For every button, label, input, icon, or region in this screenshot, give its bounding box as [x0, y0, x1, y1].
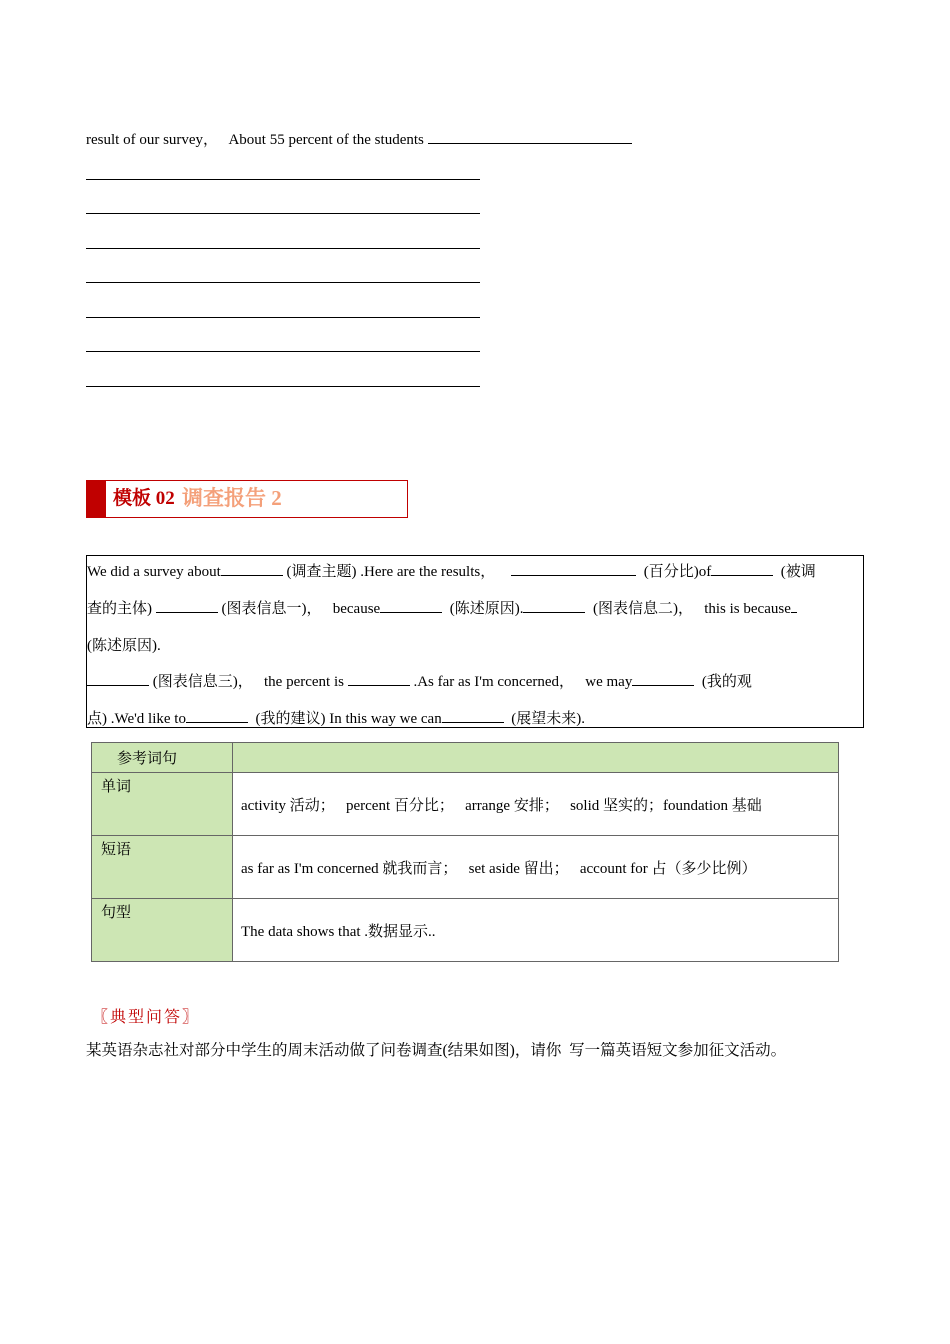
template-line-3: [87, 634, 161, 655]
row-label: 短语: [92, 836, 233, 899]
template-text: (图表信息三)， the percent is: [149, 674, 348, 690]
reference-table: [91, 742, 839, 962]
fill-blank[interactable]: [87, 671, 149, 686]
fill-blank[interactable]: [711, 561, 773, 576]
template-line-5: [87, 707, 585, 728]
template-text: (我的建议) In this way we can: [247, 711, 442, 727]
writing-line-4[interactable]: [86, 282, 480, 283]
template-text: 点) .We'd like to: [87, 711, 186, 727]
template-text: (展望未来).: [503, 711, 585, 727]
writing-line-6[interactable]: [86, 351, 480, 352]
fill-blank[interactable]: [632, 671, 694, 686]
survey-result-line: [86, 128, 632, 149]
template-paragraph-box: [86, 555, 864, 728]
template-text: 查的主体): [87, 601, 156, 617]
template-text: (被调: [773, 564, 816, 580]
fill-blank[interactable]: [523, 598, 585, 613]
template-text: We did a survey about: [87, 564, 221, 580]
row-content: as far as I'm concerned 就我而言； set aside 留出； account for 占（多少比例）: [233, 836, 839, 899]
qa-prompt: 某英语杂志社对部分中学生的周末活动做了问卷调查(结果如图)，请你 写一篇英语短文参加征文活动。: [86, 1042, 787, 1059]
template-text: .As far as I'm concerned， we may: [409, 674, 633, 690]
fill-blank[interactable]: [442, 708, 504, 723]
row-content: The data shows that .数据显示..: [233, 899, 839, 962]
qa-section-title: 〖典型问答〗: [92, 1009, 201, 1026]
row-content: activity 活动； percent 百分比； arrange 安排； solid 坚实的；foundation 基础: [233, 773, 839, 836]
reference-header-row: [92, 743, 839, 773]
writing-line-2[interactable]: [86, 213, 480, 214]
template-text: (图表信息一)， because: [217, 601, 381, 617]
template-text: (我的观: [694, 674, 752, 690]
fill-blank[interactable]: [186, 708, 248, 723]
writing-line-5[interactable]: [86, 317, 480, 318]
table-row: [92, 836, 839, 899]
fill-blank[interactable]: [380, 598, 442, 613]
fill-blank[interactable]: [791, 598, 797, 613]
writing-line-7[interactable]: [86, 386, 480, 387]
template-title: 调查报告 2: [182, 486, 282, 510]
template-line-1: [87, 560, 816, 581]
template-header: [86, 480, 408, 518]
template-text: (调查主题) .Here are the results，: [282, 564, 496, 580]
template-text: (图表信息二)， this is because: [585, 601, 791, 617]
fill-blank[interactable]: [156, 598, 218, 613]
table-row: [92, 773, 839, 836]
table-row: [92, 899, 839, 962]
header-accent-bar: [87, 481, 106, 517]
template-text: (陈述原因).: [442, 601, 524, 617]
template-text: (陈述原因).: [87, 638, 161, 654]
row-label: 句型: [92, 899, 233, 962]
writing-line-1[interactable]: [86, 179, 480, 180]
fill-blank[interactable]: [221, 561, 283, 576]
row-label: 单词: [92, 773, 233, 836]
template-line-4: [87, 670, 752, 691]
fill-blank[interactable]: [348, 671, 410, 686]
writing-line-3[interactable]: [86, 248, 480, 249]
reference-header-blank: [233, 743, 839, 773]
template-line-2: [87, 597, 797, 618]
template-text: (百分比)of: [636, 564, 712, 580]
reference-header: 参考词句: [92, 743, 233, 773]
template-label: 模板 02: [113, 488, 175, 509]
answer-blank[interactable]: [428, 128, 632, 144]
fill-blank[interactable]: [511, 561, 636, 576]
survey-result-text: result of our survey， About 55 percent of the students: [86, 132, 428, 148]
